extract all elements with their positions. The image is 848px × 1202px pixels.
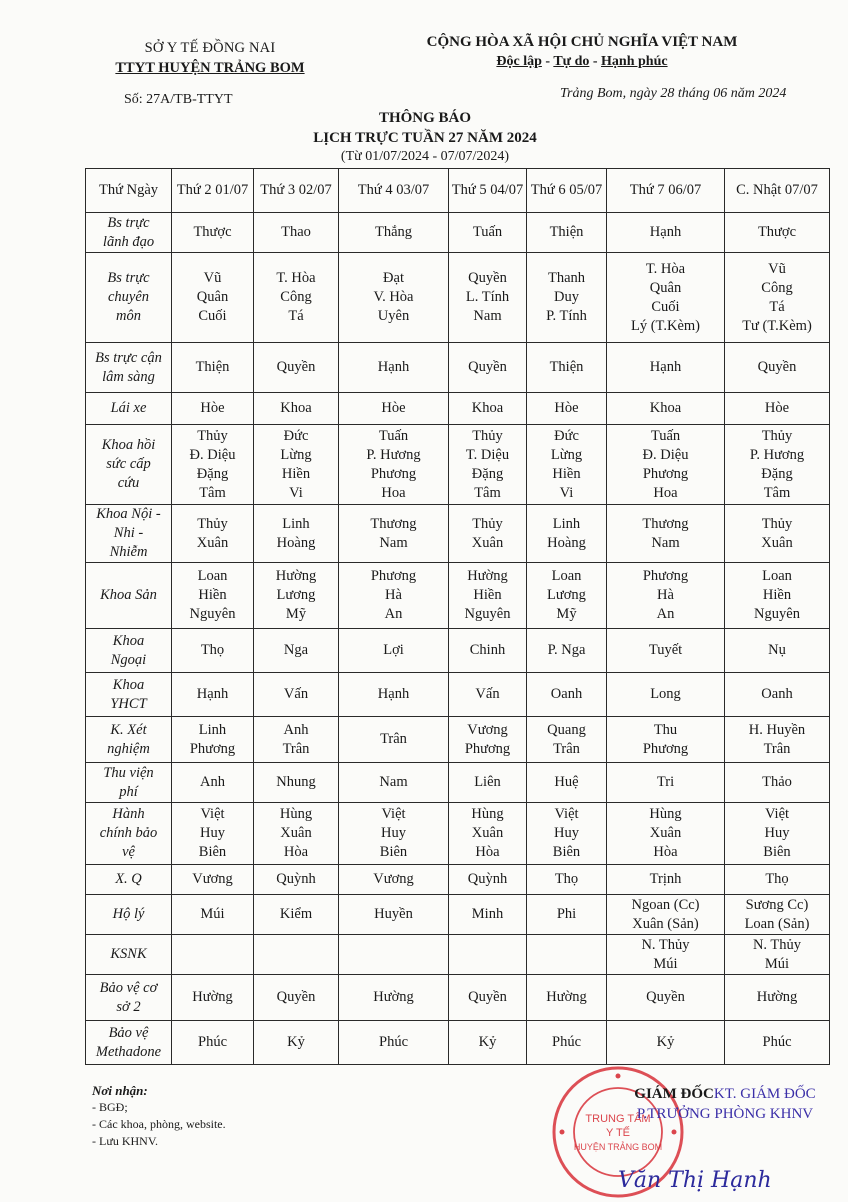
schedule-cell: Thu Phương (607, 717, 725, 763)
recipient-item: - Các khoa, phòng, website. (92, 1117, 226, 1131)
schedule-cell: Quyền (449, 975, 527, 1021)
schedule-cell: Quyền (254, 975, 339, 1021)
schedule-cell: Kỷ (607, 1021, 725, 1065)
table-row (86, 763, 830, 803)
table-row (86, 803, 830, 865)
schedule-cell: Chinh (449, 629, 527, 673)
schedule-cell: Khoa (254, 393, 339, 425)
schedule-cell: H. Huyền Trân (725, 717, 830, 763)
schedule-cell: Phúc (527, 1021, 607, 1065)
schedule-cell: Quang Trân (527, 717, 607, 763)
schedule-cell: Thủy P. Hương Đặng Tâm (725, 425, 830, 505)
schedule-cell: Kỷ (254, 1021, 339, 1065)
schedule-cell: Huyền (339, 895, 449, 935)
schedule-cell: N. Thủy Múi (607, 935, 725, 975)
row-label: K. Xét nghiệm (86, 717, 172, 763)
schedule-cell: Đạt V. Hòa Uyên (339, 253, 449, 343)
schedule-cell: Hường (172, 975, 254, 1021)
schedule-cell: Việt Huy Biên (172, 803, 254, 865)
schedule-cell: Thiện (172, 343, 254, 393)
schedule-cell: Vương Phương (449, 717, 527, 763)
schedule-cell: Hùng Xuân Hòa (607, 803, 725, 865)
schedule-cell: Loan Hiền Nguyên (725, 563, 830, 629)
signature-on-behalf: KT. GIÁM ĐỐC (713, 1086, 816, 1102)
row-label: Bs trực cận lâm sàng (86, 343, 172, 393)
schedule-cell: T. Hòa Quân Cuối Lý (T.Kèm) (607, 253, 725, 343)
schedule-cell: Thược (725, 213, 830, 253)
schedule-cell: Đức Lừng Hiền Vi (254, 425, 339, 505)
duty-schedule-table (85, 168, 830, 1065)
schedule-cell: Phương Hà An (339, 563, 449, 629)
schedule-cell: Thương Nam (339, 505, 449, 563)
signature-role: GIÁM ĐỐC (634, 1086, 714, 1102)
schedule-cell: Huệ (527, 763, 607, 803)
motto-separator: - (541, 54, 554, 69)
schedule-cell: Nga (254, 629, 339, 673)
schedule-cell: Hạnh (172, 673, 254, 717)
schedule-cell: Trịnh (607, 865, 725, 895)
header-cell: Thứ 5 04/07 (449, 169, 527, 213)
header-cell: Thứ 3 02/07 (254, 169, 339, 213)
schedule-cell (527, 935, 607, 975)
schedule-cell: Quyền L. Tính Nam (449, 253, 527, 343)
schedule-cell: Thảo (725, 763, 830, 803)
schedule-cell: Vũ Công Tá Tư (T.Kèm) (725, 253, 830, 343)
schedule-cell: Thắng (339, 213, 449, 253)
signature-block (615, 1084, 835, 1124)
schedule-cell: Việt Huy Biên (725, 803, 830, 865)
schedule-cell: Phương Hà An (607, 563, 725, 629)
row-label: Bs trực chuyên môn (86, 253, 172, 343)
table-row (86, 673, 830, 717)
table-row (86, 505, 830, 563)
schedule-cell: Hạnh (339, 343, 449, 393)
schedule-cell: Thiện (527, 213, 607, 253)
issuer-department: SỞ Y TẾ ĐỒNG NAI (144, 40, 276, 56)
schedule-cell: Ngoan (Cc) Xuân (Sản) (607, 895, 725, 935)
schedule-cell: Long (607, 673, 725, 717)
schedule-cell: Múi (172, 895, 254, 935)
schedule-cell: Hùng Xuân Hòa (449, 803, 527, 865)
schedule-cell: Vấn (449, 673, 527, 717)
header-cell: Thứ 6 05/07 (527, 169, 607, 213)
document-date: Trảng Bom, ngày 28 tháng 06 năm 2024 (560, 86, 787, 101)
seal-text-mid: Y TẾ (605, 1127, 631, 1139)
schedule-cell: Loan Lương Mỹ (527, 563, 607, 629)
schedule-cell: Hòe (725, 393, 830, 425)
schedule-cell: Linh Phương (172, 717, 254, 763)
schedule-cell: Thọ (725, 865, 830, 895)
schedule-cell: Kiểm (254, 895, 339, 935)
recipient-item: - BGĐ; (92, 1100, 128, 1114)
recipients-block (92, 1082, 226, 1150)
schedule-cell: Phúc (172, 1021, 254, 1065)
schedule-cell (254, 935, 339, 975)
schedule-cell: Hạnh (607, 343, 725, 393)
row-label: Khoa Sản (86, 563, 172, 629)
schedule-cell: Nam (339, 763, 449, 803)
table-row (86, 629, 830, 673)
header-cell: Thứ 7 06/07 (607, 169, 725, 213)
row-label: KSNK (86, 935, 172, 975)
table-row (86, 935, 830, 975)
recipient-item: - Lưu KHNV. (92, 1134, 158, 1148)
schedule-cell (449, 935, 527, 975)
schedule-cell: Thao (254, 213, 339, 253)
schedule-cell: Oanh (725, 673, 830, 717)
motto-separator: - (589, 54, 602, 69)
header-cell: Thứ 4 03/07 (339, 169, 449, 213)
schedule-cell: Thủy Xuân (449, 505, 527, 563)
table-row (86, 253, 830, 343)
schedule-cell: Minh (449, 895, 527, 935)
header-cell: C. Nhật 07/07 (725, 169, 830, 213)
signer-name: Văn Thị Hạnh (618, 1168, 772, 1193)
header-cell: Thứ Ngày (86, 169, 172, 213)
schedule-cell: Tri (607, 763, 725, 803)
schedule-cell: Đức Lừng Hiền Vi (527, 425, 607, 505)
schedule-cell: Tuyết (607, 629, 725, 673)
schedule-cell: Việt Huy Biên (339, 803, 449, 865)
schedule-cell: Phi (527, 895, 607, 935)
schedule-cell: P. Nga (527, 629, 607, 673)
title-notice: THÔNG BÁO (378, 110, 472, 126)
schedule-cell: Hòe (172, 393, 254, 425)
motto-happiness: Hạnh phúc (601, 54, 668, 69)
document-number: Số: 27A/TB-TTYT (124, 92, 233, 107)
national-motto (392, 52, 772, 72)
schedule-cell: Khoa (449, 393, 527, 425)
table-row (86, 213, 830, 253)
table-row (86, 343, 830, 393)
schedule-cell: Vương (172, 865, 254, 895)
schedule-cell: Tuấn P. Hương Phương Hoa (339, 425, 449, 505)
row-label: Lái xe (86, 393, 172, 425)
row-label: Hành chính bảo vệ (86, 803, 172, 865)
row-label: Khoa Ngoại (86, 629, 172, 673)
schedule-cell: Hường (527, 975, 607, 1021)
schedule-cell: Hường (339, 975, 449, 1021)
schedule-cell: Liên (449, 763, 527, 803)
table-row (86, 717, 830, 763)
recipients-title: Nơi nhận: (92, 1083, 148, 1098)
schedule-cell: Quỳnh (449, 865, 527, 895)
table-row (86, 895, 830, 935)
schedule-cell: Thủy Đ. Diệu Đặng Tâm (172, 425, 254, 505)
schedule-cell: Nhung (254, 763, 339, 803)
national-title: CỘNG HÒA XÃ HỘI CHỦ NGHĨA VIỆT NAM (426, 34, 738, 50)
schedule-cell: Linh Hoàng (254, 505, 339, 563)
row-label: Bảo vệ Methadone (86, 1021, 172, 1065)
schedule-cell: Thủy T. Diệu Đặng Tâm (449, 425, 527, 505)
signer-title: P.TRƯỞNG PHÒNG KHNV (636, 1106, 814, 1122)
schedule-cell: Vương (339, 865, 449, 895)
schedule-cell: Hường Lương Mỹ (254, 563, 339, 629)
table-row (86, 975, 830, 1021)
schedule-cell: N. Thủy Múi (725, 935, 830, 975)
schedule-cell: Hạnh (607, 213, 725, 253)
schedule-cell: Oanh (527, 673, 607, 717)
schedule-cell: Kỷ (449, 1021, 527, 1065)
title-schedule: LỊCH TRỰC TUẦN 27 NĂM 2024 (313, 130, 537, 146)
schedule-cell: Hòe (339, 393, 449, 425)
schedule-cell: Quyền (607, 975, 725, 1021)
schedule-cell: Tuấn Đ. Diệu Phương Hoa (607, 425, 725, 505)
schedule-cell: Hùng Xuân Hòa (254, 803, 339, 865)
schedule-cell (339, 935, 449, 975)
schedule-cell: Tuấn (449, 213, 527, 253)
schedule-cell: Trân (339, 717, 449, 763)
row-label: Hộ lý (86, 895, 172, 935)
schedule-cell: Thọ (172, 629, 254, 673)
schedule-cell: Loan Hiền Nguyên (172, 563, 254, 629)
schedule-cell: T. Hòa Công Tá (254, 253, 339, 343)
schedule-cell: Quyền (725, 343, 830, 393)
schedule-cell: Phúc (725, 1021, 830, 1065)
schedule-cell: Hường (725, 975, 830, 1021)
row-label: Khoa Nội - Nhi - Nhiễm (86, 505, 172, 563)
row-label: Thu viện phí (86, 763, 172, 803)
row-label: Bs trực lãnh đạo (86, 213, 172, 253)
schedule-cell: Khoa (607, 393, 725, 425)
date-range: (Từ 01/07/2024 - 07/07/2024) (340, 149, 510, 164)
issuer-center: TTYT HUYỆN TRẢNG BOM (115, 60, 305, 76)
schedule-cell: Thược (172, 213, 254, 253)
schedule-cell (172, 935, 254, 975)
schedule-cell: Sương Cc) Loan (Sản) (725, 895, 830, 935)
row-label: X. Q (86, 865, 172, 895)
seal-text-top: TRUNG TÂM (585, 1113, 651, 1125)
schedule-cell: Thủy Xuân (172, 505, 254, 563)
schedule-cell: Thiện (527, 343, 607, 393)
schedule-cell: Quỳnh (254, 865, 339, 895)
schedule-cell: Phúc (339, 1021, 449, 1065)
national-motto-block (392, 32, 772, 72)
schedule-cell: Việt Huy Biên (527, 803, 607, 865)
schedule-cell: Vũ Quân Cuối (172, 253, 254, 343)
schedule-cell: Nụ (725, 629, 830, 673)
motto-freedom: Tự do (553, 54, 590, 69)
document-title (250, 108, 600, 148)
row-label: Khoa hồi sức cấp cứu (86, 425, 172, 505)
table-header-row (86, 169, 830, 213)
schedule-cell: Quyền (254, 343, 339, 393)
schedule-cell: Thọ (527, 865, 607, 895)
seal-text-bottom: HUYỆN TRẢNG BOM (573, 1142, 663, 1152)
table-row (86, 865, 830, 895)
schedule-cell: Thương Nam (607, 505, 725, 563)
row-label: Bảo vệ cơ sở 2 (86, 975, 172, 1021)
row-label: Khoa YHCT (86, 673, 172, 717)
schedule-cell: Lợi (339, 629, 449, 673)
schedule-cell: Thủy Xuân (725, 505, 830, 563)
schedule-cell: Hường Hiền Nguyên (449, 563, 527, 629)
table-row (86, 393, 830, 425)
header-cell: Thứ 2 01/07 (172, 169, 254, 213)
issuer-block (60, 38, 360, 78)
table-row (86, 563, 830, 629)
table-row (86, 425, 830, 505)
schedule-cell: Vấn (254, 673, 339, 717)
schedule-cell: Anh Trân (254, 717, 339, 763)
schedule-cell: Thanh Duy P. Tính (527, 253, 607, 343)
schedule-cell: Hòe (527, 393, 607, 425)
schedule-cell: Hạnh (339, 673, 449, 717)
table-row (86, 1021, 830, 1065)
schedule-cell: Linh Hoàng (527, 505, 607, 563)
schedule-cell: Anh (172, 763, 254, 803)
motto-independence: Độc lập (496, 54, 542, 69)
schedule-cell: Quyền (449, 343, 527, 393)
